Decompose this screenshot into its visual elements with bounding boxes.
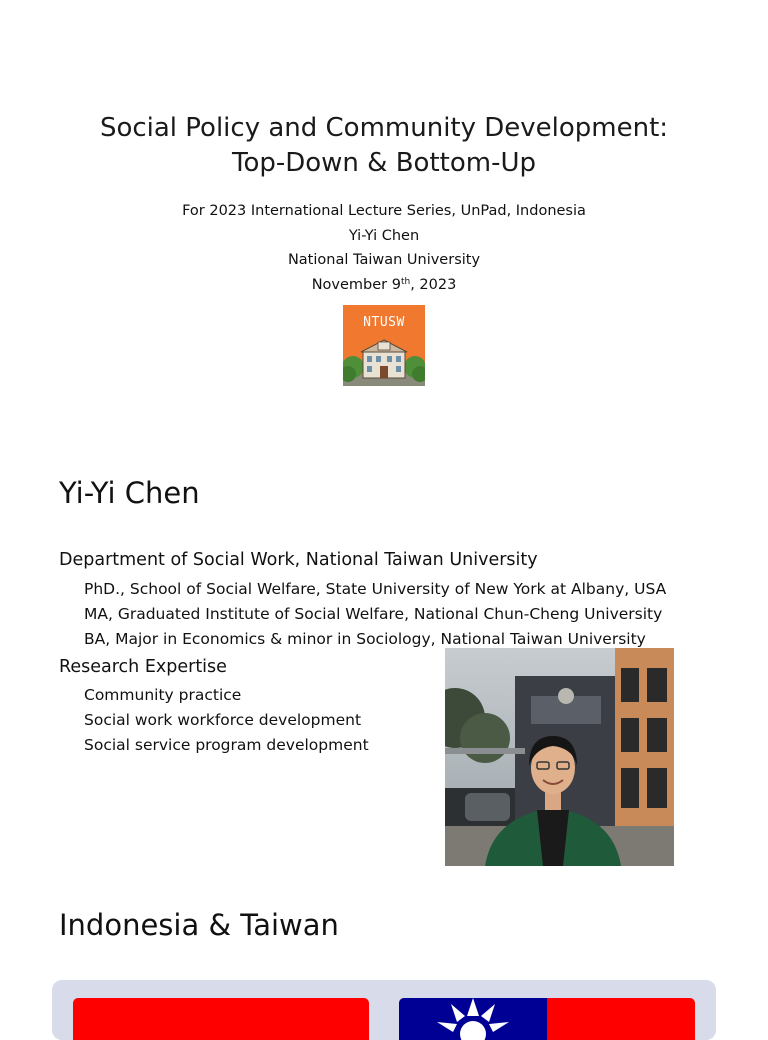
date-sup: th bbox=[400, 277, 411, 288]
slide1-title bbox=[0, 111, 768, 181]
sun-icon bbox=[399, 998, 547, 1040]
expertise-list bbox=[84, 683, 369, 757]
taiwan-flag-canton bbox=[399, 998, 547, 1040]
presenter-heading: Yi-Yi Chen bbox=[59, 476, 200, 510]
expertise-item: Social work workforce development bbox=[84, 710, 362, 729]
education-list bbox=[84, 577, 666, 651]
ntusw-logo bbox=[343, 305, 425, 386]
section-heading: Indonesia & Taiwan bbox=[59, 908, 339, 942]
department-heading: Department of Social Work, National Taiwan University bbox=[59, 550, 538, 570]
expertise-heading: Research Expertise bbox=[59, 657, 227, 677]
presenter-line: Yi-Yi Chen bbox=[348, 227, 420, 244]
building-illustration-icon bbox=[343, 334, 425, 386]
expertise-item: Social service program development bbox=[84, 735, 369, 754]
education-item: PhD., School of Social Welfare, State University of New York at Albany, USA bbox=[84, 580, 667, 598]
presenter-photo bbox=[445, 648, 674, 866]
university-line: National Taiwan University bbox=[287, 252, 481, 269]
date-suffix: , 2023 bbox=[410, 277, 457, 294]
logo-text: NTUSW bbox=[363, 315, 405, 330]
date-line bbox=[0, 273, 768, 298]
expertise-item: Community practice bbox=[84, 686, 242, 704]
title-line-2: Top-Down & Bottom-Up bbox=[231, 148, 536, 178]
education-item: MA, Graduated Institute of Social Welfare, National Chun-Cheng University bbox=[84, 604, 663, 623]
slide1-subtitle bbox=[0, 199, 768, 298]
flags-panel bbox=[52, 980, 716, 1040]
education-item: BA, Major in Economics & minor in Sociology, National Taiwan University bbox=[84, 629, 646, 648]
event-line: For 2023 International Lecture Series, UnPad, Indonesia bbox=[182, 203, 586, 219]
date-prefix: November 9 bbox=[311, 277, 401, 294]
title-line-1: Social Policy and Community Development: bbox=[99, 113, 669, 143]
indonesia-flag-icon bbox=[73, 998, 369, 1040]
taiwan-flag-icon bbox=[399, 998, 695, 1040]
